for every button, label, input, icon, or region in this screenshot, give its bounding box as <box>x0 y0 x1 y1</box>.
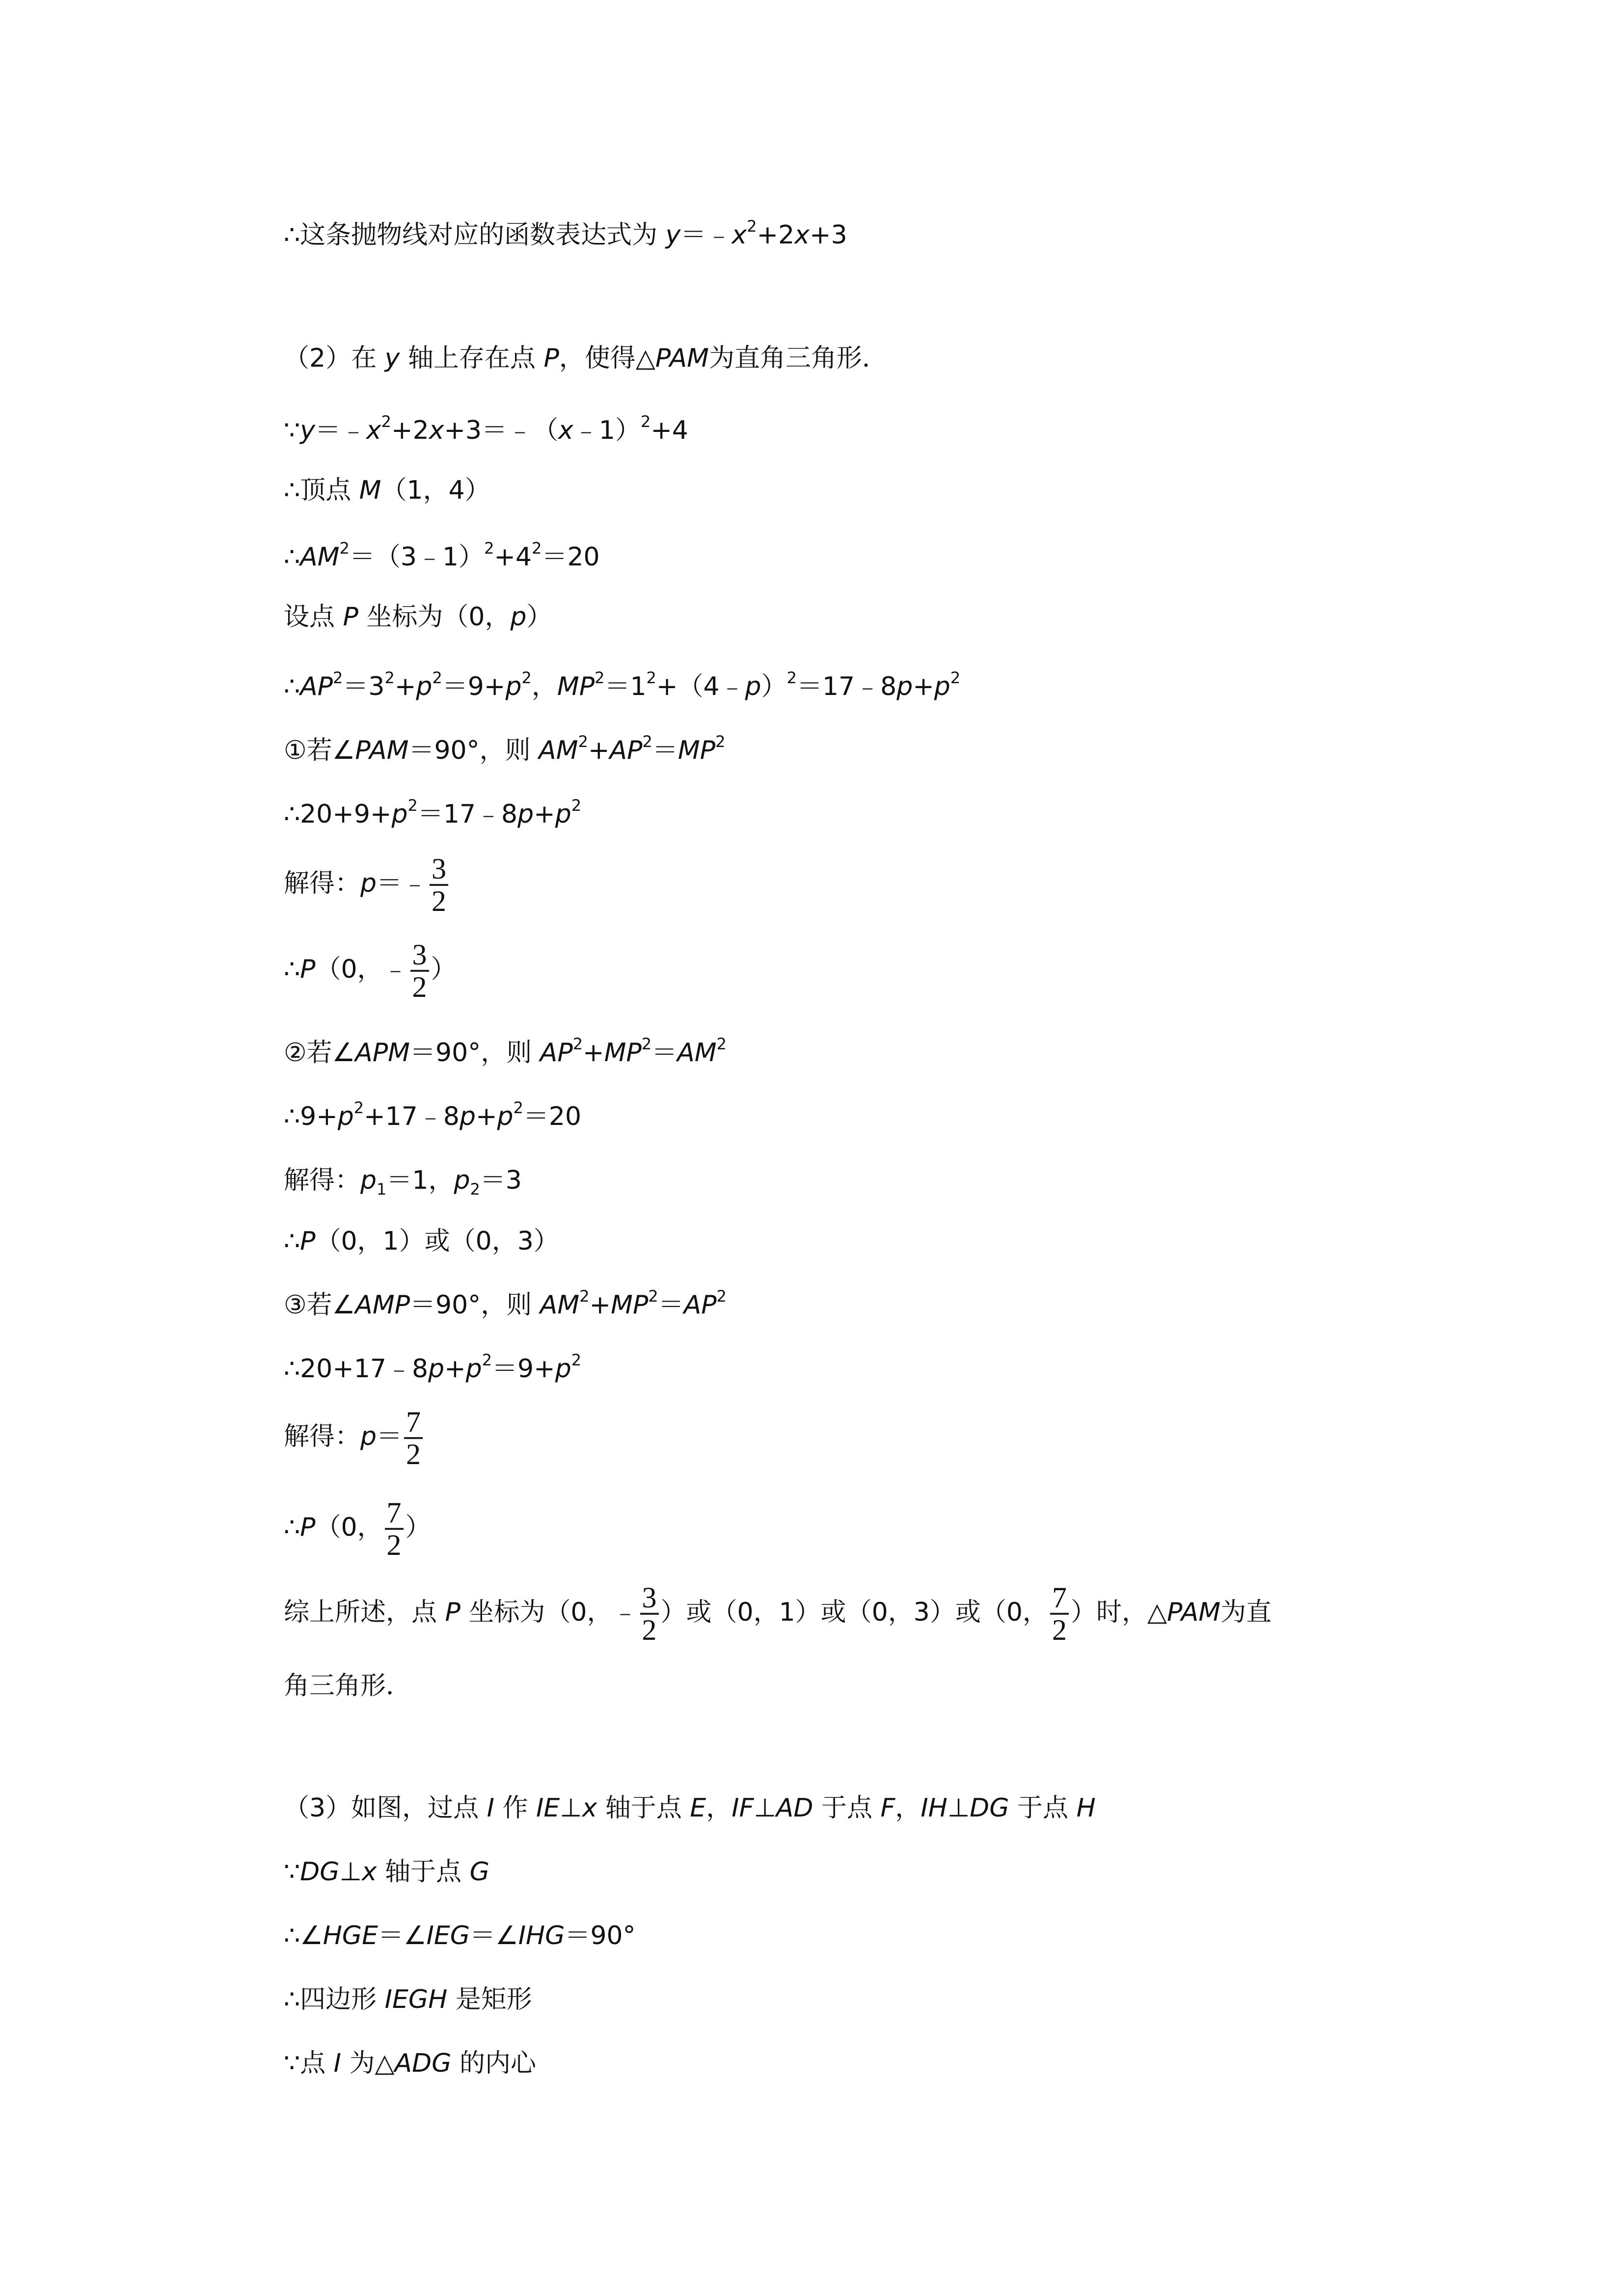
text-line: $\therefore 20+17﹣8p+p^2=9+p^2$ <box>284 1351 582 1384</box>
text-line: （2）在 y 轴上存在点 P，使得△PAM为直角三角形． <box>284 344 888 373</box>
text-line: ∴四边形 IEGH 是矩形 <box>284 1985 532 2014</box>
text-line: ②若∠APM＝90°，则 $AP^2+MP^2=AM^2$ <box>284 1035 727 1068</box>
text-line: ③若∠AMP＝90°，则 $AM^2+MP^2=AP^2$ <box>284 1287 727 1320</box>
fraction: $\frac{7}{2}$ <box>385 1497 404 1560</box>
text-line: 角三角形． <box>284 1671 412 1701</box>
fraction: $\frac{3}{2}$ <box>640 1582 659 1645</box>
text-line: $\because y=﹣x^2+2x+3=﹣(x﹣1)^2+4$ <box>284 412 689 445</box>
text-line: 综上所述，点 P 坐标为（0，﹣ $\frac{3}{2}$ ）或（0，1）或（0，3）或（0， $\frac{7}{2}$ ）时，△PAM为直 <box>284 1581 1272 1646</box>
text-line: 解得：$p_1=1$，$p_2=3$ <box>284 1166 522 1199</box>
text-line: ∵点 I 为△ADG 的内心 <box>284 2049 536 2078</box>
text-line: ∴P（0， $\frac{7}{2}$ ） <box>284 1496 431 1561</box>
text-line: （3）如图，过点 I 作 IE⊥x 轴于点 E，IF⊥AD 于点 F，IH⊥DG 于点 H <box>284 1793 1096 1823</box>
text-line: $\therefore AM^2=(3﹣1)^2+4^2=20$ <box>284 539 600 572</box>
fraction: $\frac{7}{2}$ <box>404 1407 423 1469</box>
fraction: $\frac{7}{2}$ <box>1050 1582 1069 1645</box>
fraction: $\frac{3}{2}$ <box>410 939 429 1002</box>
text-line: 解得：p＝﹣ $\frac{3}{2}$ <box>284 844 450 923</box>
text-line: $\therefore 9+p^2+17﹣8p+p^2=20$ <box>284 1098 582 1131</box>
text-line: ∵DG⊥x 轴于点 G <box>284 1857 489 1887</box>
text-line: ①若∠PAM＝90°，则 $AM^2+AP^2=MP^2$ <box>284 732 726 765</box>
text-line: ∴P（0，1）或（0，3） <box>284 1227 559 1256</box>
text-line: $\therefore AP^2=3^2+p^2=9+p^2$，$MP^2=1^2+(4﹣p)^2=17﹣8p+p^2$ <box>284 668 961 701</box>
text-line: ∴∠HGE＝∠IEG＝∠IHG＝90° <box>284 1921 636 1950</box>
text-line: $\therefore 20+9+p^2=17﹣8p+p^2$ <box>284 796 582 829</box>
text-line: 解得：p＝ $\frac{7}{2}$ <box>284 1397 425 1476</box>
text-line: ∴这条抛物线对应的函数表达式为 $y=﹣x^2+2x+3$ <box>284 217 847 250</box>
text-line: ∴顶点 M（1，4） <box>284 476 490 505</box>
text-line: 设点 P 坐标为（0，p） <box>284 602 552 632</box>
fraction: $\frac{3}{2}$ <box>430 854 448 916</box>
text-line: ∴P（0，﹣ $\frac{3}{2}$ ） <box>284 938 457 1003</box>
